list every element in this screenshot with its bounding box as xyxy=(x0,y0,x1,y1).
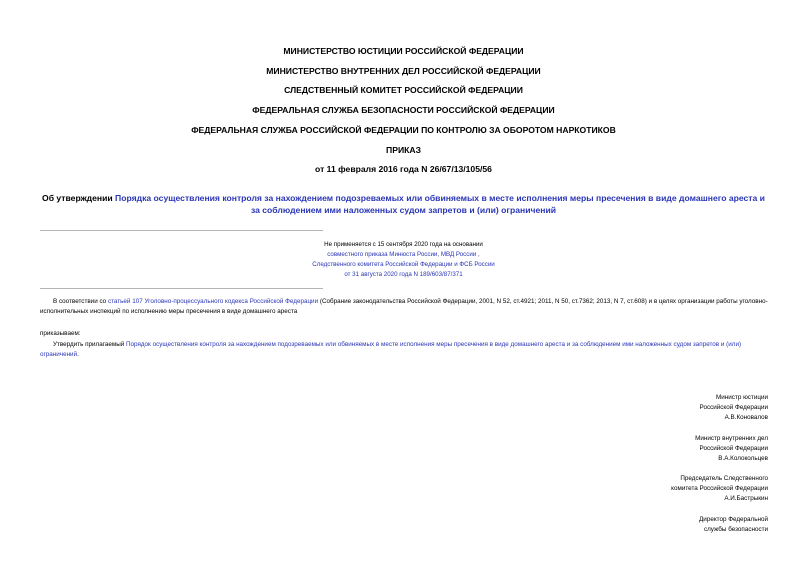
agency-title-justice: МИНИСТЕРСТВО ЮСТИЦИИ РОССИЙСКОЙ ФЕДЕРАЦИИ xyxy=(283,46,524,56)
signature-line: Российской Федерации xyxy=(699,445,768,452)
preamble-law-link[interactable]: статьей 107 Уголовно-процессуального кодекса Российской Федерации xyxy=(107,298,319,305)
status-note-link-committee[interactable]: Следственного комитета Российской Федерации и ФСБ России xyxy=(312,261,495,268)
preamble-text-end: (Собрание законодательства Российской Федерации, 2001, N 52, ст.4921; 2011, N 50, ст.7362; 2013, N 7, ст.608) и в целях организации работы уголовно-исполнительных инспекций по исполнению меры пресечения в виде домашнего ареста xyxy=(40,298,768,315)
status-note-link-date[interactable]: от 31 августа 2020 года N 189/603/87/371 xyxy=(344,271,463,278)
signature-line: Председатель Следственного xyxy=(680,475,768,482)
signature-line: Министр внутренних дел xyxy=(695,435,768,442)
signature-name: А.И.Бастрыкин xyxy=(724,495,768,502)
approve-procedure-link[interactable]: Порядок осуществления контроля за нахождением подозреваемых или обвиняемых в месте исполнения меры пресечения в виде домашнего ареста и за соблюдением ими наложенных судом запретов и (или) ограничений xyxy=(40,341,742,358)
preamble-paragraph xyxy=(40,297,768,317)
agency-title-interior: МИНИСТЕРСТВО ВНУТРЕННИХ ДЕЛ РОССИЙСКОЙ ФЕДЕРАЦИИ xyxy=(266,66,541,76)
signature-name: В.А.Колокольцев xyxy=(718,455,768,462)
signature-name: А.В.Коновалов xyxy=(724,414,768,421)
signature-line: Министр юстиции xyxy=(716,394,768,401)
order-word: приказываем: xyxy=(40,330,81,337)
signature-justice-minister xyxy=(700,393,768,423)
document-subject xyxy=(40,193,767,216)
status-note-text: Не применяется с 15 сентября 2020 года на основании xyxy=(324,241,483,248)
status-note-link-order[interactable]: совместного приказа Минюста России, МВД России , xyxy=(327,251,480,258)
agency-title-fsb: ФЕДЕРАЛЬНАЯ СЛУЖБА БЕЗОПАСНОСТИ РОССИЙСКОЙ ФЕДЕРАЦИИ xyxy=(252,105,555,115)
signature-line: Директор Федеральной xyxy=(699,516,768,523)
signature-fsb-director xyxy=(699,515,768,535)
preamble-text-start: В соответствии со xyxy=(53,298,108,305)
divider-bottom xyxy=(40,288,323,289)
agency-title-investigative-committee: СЛЕДСТВЕННЫЙ КОМИТЕТ РОССИЙСКОЙ ФЕДЕРАЦИИ xyxy=(284,85,523,95)
approve-text-end: . xyxy=(77,351,79,358)
signature-interior-minister xyxy=(695,434,768,464)
signature-line: комитета Российской Федерации xyxy=(671,485,768,492)
approve-text-start: Утвердить прилагаемый xyxy=(53,341,127,348)
subject-prefix: Об утверждении xyxy=(42,193,116,203)
document-date-number: от 11 февраля 2016 года N 26/67/13/105/56 xyxy=(315,164,492,174)
signature-line: службы безопасности xyxy=(703,526,768,533)
approve-paragraph xyxy=(40,340,768,360)
divider-top xyxy=(40,230,323,231)
subject-link[interactable]: Порядка осуществления контроля за нахождением подозреваемых или обвиняемых в месте исполнения меры пресечения в виде домашнего ареста и за соблюдением ими наложенных судом запретов и (или) ограничений xyxy=(115,193,765,215)
status-note xyxy=(230,240,577,280)
document-type: ПРИКАЗ xyxy=(386,145,421,155)
signature-investigative-chair xyxy=(671,474,768,504)
agency-title-drug-control: ФЕДЕРАЛЬНАЯ СЛУЖБА РОССИЙСКОЙ ФЕДЕРАЦИИ ПО КОНТРОЛЮ ЗА ОБОРОТОМ НАРКОТИКОВ xyxy=(191,125,616,135)
signature-line: Российской Федерации xyxy=(699,404,768,411)
